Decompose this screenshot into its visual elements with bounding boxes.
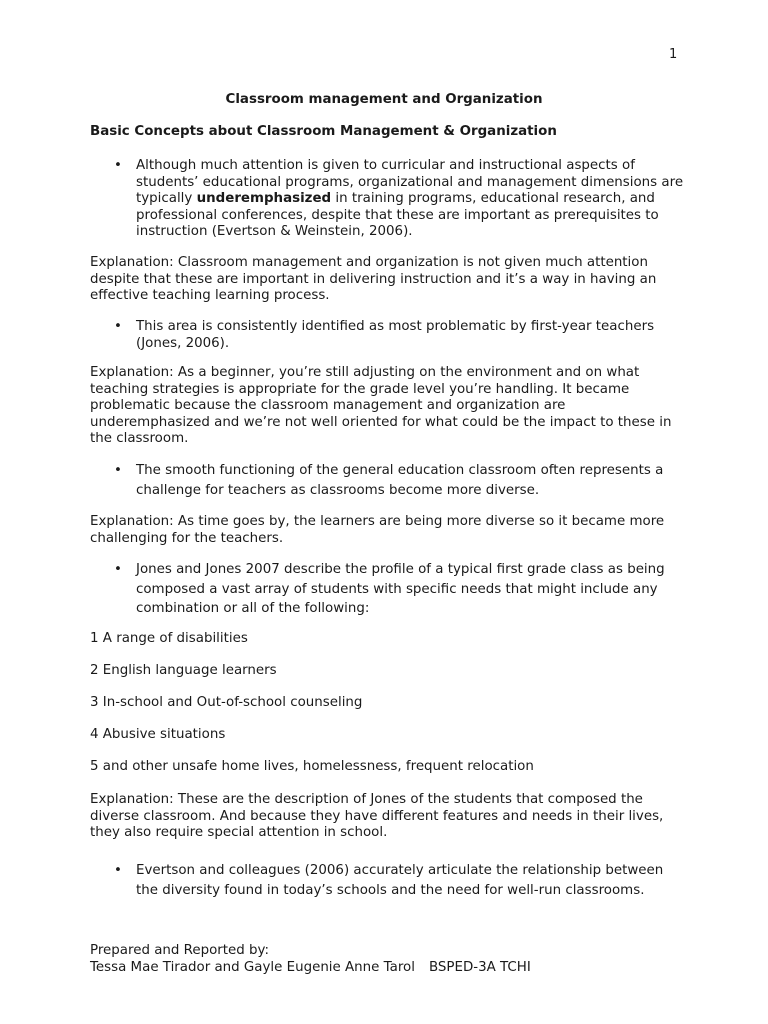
footer-section: BSPED-3A TCHI (428, 960, 531, 975)
footer-prepared-label: Prepared and Reported by: (90, 943, 269, 958)
list-item-4: 4 Abusive situations (90, 727, 226, 742)
bullet-item-5: • Evertson and colleagues (2006) accurately articulate the relationship between the diversity found in today’s schools and the need for well-run classrooms. (136, 861, 688, 900)
list-item-5: 5 and other unsafe home lives, homelessness, frequent relocation (90, 759, 534, 774)
list-item-3: 3 In-school and Out-of-school counseling (90, 695, 363, 710)
list-item-1: 1 A range of disabilities (90, 631, 248, 646)
bullet-1-text-cont: in training programs, educational research, and professional conferences, despite that these are important as prerequisites to instruction (Evertson & Weinstein, 2006). (136, 191, 659, 240)
bullet-1-bold-term: underemphasized (196, 191, 332, 207)
bullet-item-2: • This area is consistently identified as most problematic by first-year teachers (Jones, 2006). (136, 319, 688, 352)
section-heading: Basic Concepts about Classroom Management & Organization (90, 124, 557, 139)
document-title: Classroom management and Organization (225, 92, 543, 107)
explanation-1: Explanation: Classroom management and organization is not given much attention despite that these are important in delivering instruction and it’s a way in having an effective teaching learning process. (90, 255, 657, 304)
bullet-item-1 (136, 158, 688, 241)
footer-authors (90, 960, 531, 977)
bullet-item-3: • The smooth functioning of the general education classroom often represents a challenge for teachers as classrooms become more diverse. (136, 461, 688, 500)
page-number: 1 (669, 47, 678, 62)
list-item-2: 2 English language learners (90, 663, 277, 678)
bullet-1-text: Although much attention is given to curricular and instructional aspects of students’ educational programs, organizational and management dimensions are typically (136, 158, 684, 207)
footer-author-names: Tessa Mae Tirador and Gayle Eugenie Anne Tarol (90, 960, 415, 975)
explanation-2: Explanation: As a beginner, you’re still adjusting on the environment and on what teaching strategies is appropriate for the grade level you’re handling. It became problematic because the classroom management and organization are underemphasized and we’re not well oriented for what could be the impact to these in the classroom. (90, 365, 672, 447)
bullet-item-4: • Jones and Jones 2007 describe the profile of a typical first grade class as being composed a vast array of students with specific needs that might include any combination or all of the following: (136, 560, 688, 619)
explanation-3: Explanation: As time goes by, the learners are being more diverse so it became more challenging for the teachers. (90, 514, 665, 546)
explanation-4: Explanation: These are the description of Jones of the students that composed the diverse classroom. And because they have different features and needs in their lives, they also require special attention in school. (90, 792, 664, 841)
